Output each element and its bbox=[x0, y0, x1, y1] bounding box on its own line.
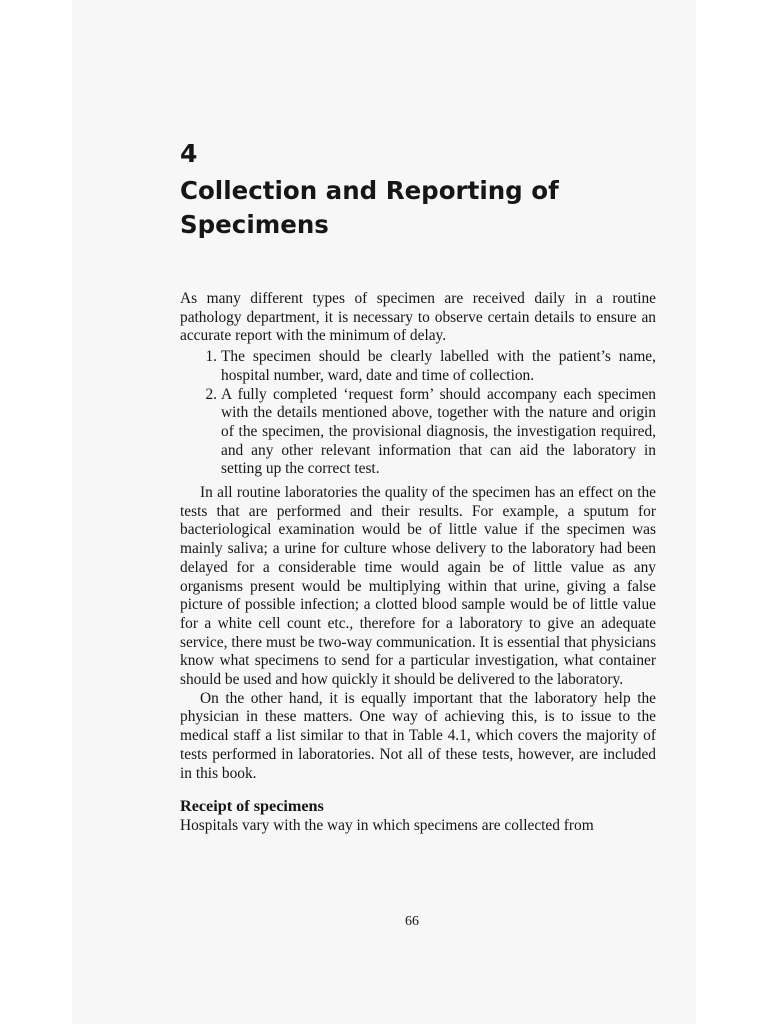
list-item-number: 2. bbox=[205, 385, 217, 403]
intro-paragraph: As many different types of specimen are received daily in a routine pathology department, it is necessary to observe certain details to ensure an accurate report with the minimum of delay. bbox=[180, 290, 656, 345]
list-item bbox=[180, 386, 656, 480]
list-item bbox=[180, 348, 656, 385]
numbered-list bbox=[180, 348, 656, 479]
page-number: 66 bbox=[405, 914, 419, 929]
section-heading: Receipt of specimens bbox=[180, 797, 324, 816]
chapter-title: Collection and Reporting of Specimens bbox=[180, 176, 559, 239]
body-paragraph: In all routine laboratories the quality of the specimen has an effect on the tests that are performed and their results. For example, a sputum for bacteriological examination would be of little value if the specimen was mainly saliva; a urine for culture whose delivery to the laboratory had been delayed for a considerable time would again be of little value as any organisms present would be multiplying within that urine, giving a false picture of possible infection; a clotted blood sample would be of little value for a white cell count etc., therefore for a laboratory to give an adequate service, there must be two-way communication. It is essential that physicians know what specimens to send for a particular investigation, what container should be used and how quickly it should be delivered to the laboratory. bbox=[180, 484, 656, 689]
list-item-text: A fully completed ‘request form’ should accompany each specimen with the details mentioned above, together with the nature and origin of the specimen, the provisional diagnosis, the investigation required, and any other relevant information that can aid the laboratory in setting up the correct test. bbox=[221, 385, 656, 478]
body-paragraph: On the other hand, it is equally important that the laboratory help the physician in these matters. One way of achieving this, is to issue to the medical staff a list similar to that in Table 4.1, which covers the majority of tests performed in laboratories. Not all of these tests, however, are included in this book. bbox=[180, 689, 656, 782]
section-paragraph: Hospitals vary with the way in which specimens are collected from bbox=[180, 817, 594, 835]
list-item-text: The specimen should be clearly labelled with the patient’s name, hospital number, ward, date and time of collection. bbox=[221, 348, 656, 384]
page-content bbox=[180, 138, 656, 836]
chapter-number: 4 bbox=[180, 139, 198, 168]
list-item-number: 1. bbox=[205, 348, 217, 366]
